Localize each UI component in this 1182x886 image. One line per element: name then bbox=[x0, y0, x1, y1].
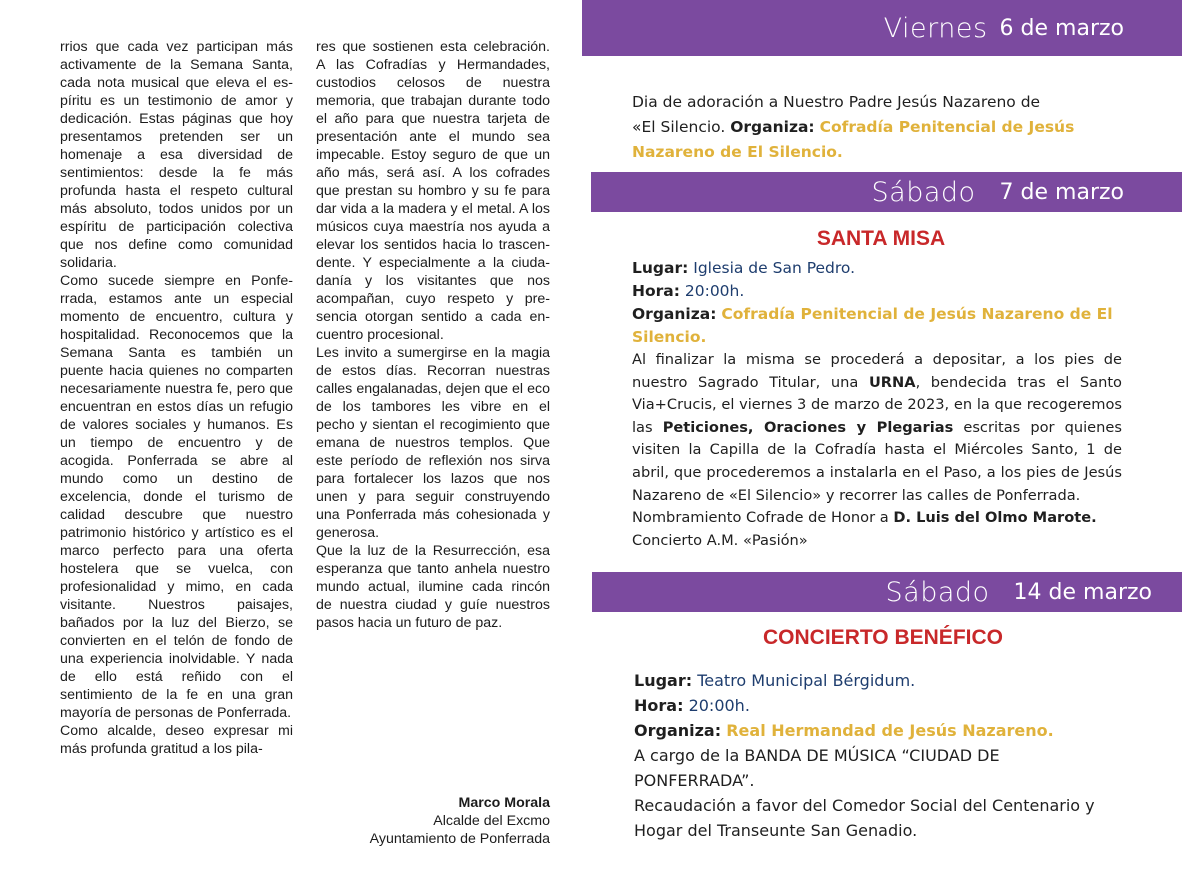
organiza-label: Organiza: bbox=[632, 305, 717, 323]
organizer-name: Cofradía Penitencial de Jesús bbox=[819, 118, 1075, 136]
signature-block bbox=[316, 794, 550, 848]
description-part: Al finalizar la misma se procederá a depositar, a los pies de nuestro Sagrado Titular, una bbox=[632, 351, 1122, 391]
lugar-value: Teatro Municipal Bérgidum. bbox=[697, 671, 916, 690]
concert-line: Concierto A.M. «Pasión» bbox=[632, 531, 808, 549]
letter-column-1 bbox=[60, 38, 293, 758]
signature-organization: Ayuntamiento de Ponferrada bbox=[369, 831, 550, 847]
letter-paragraph: Como sucede siempre en Ponferrada, estamos ante un especial momento de encuentro, cultura y hospitalidad. Reconocemos que la Semana Santa es también un puente hacia quienes no comparten necesariamente nuestra fe, pero que encuentran en estos días un refugio de valores sociales y humanos. Es un tiempo de encuentro y de acogida. Ponferrada se abre al mundo como un destino de excelencia, donde el turismo de calidad descubre que nuestro patrimonio histórico y artístico es el marco perfecto para una oferta hostelera que se vuelca, con profesionalidad y mimo, en cada visitante. Nuestros paisajes, bañados por la luz del Bierzo, se convierten en el telón de fondo de una experiencia inolvidable. Y nada de ello está reñido con el sentimiento de la fe en una gran mayoría de personas de Ponferrada. bbox=[60, 273, 293, 721]
date-band-saturday-14 bbox=[592, 572, 1182, 612]
lugar-value: Iglesia de San Pedro. bbox=[693, 259, 856, 277]
lugar-label: Lugar: bbox=[632, 259, 689, 277]
urna-text: URNA bbox=[868, 373, 916, 391]
fundraising-info: Hogar del Transeunte San Genadio. bbox=[634, 821, 918, 840]
event-description bbox=[632, 349, 1122, 507]
band-day: Sábado bbox=[871, 176, 976, 208]
fundraising-info: Recaudación a favor del Comedor Social del Centenario y bbox=[634, 796, 1095, 815]
event-friday bbox=[632, 90, 1092, 165]
hora-value: 20:00h. bbox=[688, 696, 750, 715]
honor-line bbox=[632, 507, 1122, 530]
letter-column-2 bbox=[316, 38, 550, 632]
letter-paragraph: Les invito a sumergirse en la magia de estos días. Recorran nuestras calles engalanadas, dejen que el eco de los tambores les vibre en el pecho y sientan el recogimiento que emana de nuestros templos. Que este período de reflexión nos sirva para fortalecer los lazos que nos unen y para seguir construyendo una Ponferrada más cohesionada y generosa. bbox=[316, 345, 550, 541]
event-heading-santa-misa: SANTA MISA bbox=[816, 227, 946, 250]
signature-name: Marco Morala bbox=[458, 795, 550, 811]
event-heading-concierto: CONCIERTO BENÉFICO bbox=[763, 626, 1003, 649]
hora-label: Hora: bbox=[632, 282, 680, 300]
organiza-label: Organiza: bbox=[634, 721, 722, 740]
hora-value: 20:00h. bbox=[684, 282, 745, 300]
letter-paragraph: Que la luz de la Resurrección, esa esperanza que tanto anhela nuestro mundo actual, ilumine cada rincón de nuestra ciudad y guíe nuestros pasos hacia un futuro de paz. bbox=[316, 543, 550, 631]
band-day: Sábado bbox=[885, 576, 990, 608]
letter-paragraph: rrios que cada vez participan más activamente de la Semana Santa, cada nota musical que eleva el espíritu es un testimonio de amor y dedicación. Estas páginas que hoy presentamos pretenden ser un homenaje a esa diversidad de sentimientos: desde la fe más profunda hasta el respeto cultural más absoluto, todos unidos por un espíritu de participación colectiva que nos define como comunidad solidaria. bbox=[60, 39, 293, 271]
band-date: 14 de marzo bbox=[1013, 579, 1152, 605]
description-part: escritas por quienes visiten la Capilla de la Cofradía hasta el Miércoles Santo, 1 de abril, que procederemos a instalarla en el Paso, a los pies de Jesús Nazareno de «El Silencio» y recorrer las calles de Ponferrada. bbox=[632, 418, 1122, 504]
peticiones-text: Peticiones, Oraciones y Plegarias bbox=[662, 418, 954, 436]
band-info: PONFERRADA”. bbox=[634, 771, 755, 790]
band-day: Viernes bbox=[883, 12, 988, 44]
organiza-label: Organiza: bbox=[730, 118, 815, 136]
band-date: 6 de marzo bbox=[999, 15, 1124, 41]
honor-text: Nombramiento Cofrade de Honor a bbox=[632, 509, 894, 527]
event-saturday-14 bbox=[634, 668, 1134, 843]
band-info: A cargo de la BANDA DE MÚSICA “CIUDAD DE bbox=[634, 746, 1000, 765]
letter-paragraph: res que sostienen esta celebración. A las Cofradías y Hermandades, custodios celosos de nuestra memoria, que trabajan durante todo el año para que nuestra tarjeta de presentación ante el mundo sea impecable. Estoy seguro de que un año más, será así. A los cofrades que prestan su hombro y su fe para dar vida a la madera y el metal. A los músicos cuya maestría nos ayuda a elevar los sentidos hacia lo trascendente. Y especialmente a la ciudadanía y los visitantes que nos acompañan, cuyo respeto y presencia otorgan sentido a cada encuentro procesional. bbox=[316, 39, 550, 343]
band-date: 7 de marzo bbox=[999, 179, 1124, 205]
date-band-friday bbox=[582, 0, 1182, 56]
lugar-label: Lugar: bbox=[634, 671, 693, 690]
hora-label: Hora: bbox=[634, 696, 684, 715]
organizer-name: Real Hermandad de Jesús Nazareno. bbox=[726, 721, 1054, 740]
event-description: Dia de adoración a Nuestro Padre Jesús Nazareno de bbox=[632, 93, 1041, 111]
date-band-saturday-7 bbox=[591, 172, 1182, 212]
signature-title: Alcalde del Excmo bbox=[433, 813, 550, 829]
organizer-name: Nazareno de El Silencio. bbox=[632, 143, 843, 161]
organizer-name: Cofradía Penitencial de Jesús Nazareno de El bbox=[721, 305, 1113, 323]
letter-paragraph: Como alcalde, deseo expresar mi más profunda gratitud a los pila- bbox=[60, 723, 293, 757]
description-part: , bendecida tras el Santo Via+Crucis, el viernes 3 de marzo de 2023, en la que recogeremos las bbox=[632, 373, 1122, 436]
event-saturday-7 bbox=[632, 257, 1122, 552]
event-description: «El Silencio. bbox=[632, 118, 731, 136]
organizer-name: Silencio. bbox=[632, 328, 707, 346]
honor-name: D. Luis del Olmo Marote. bbox=[893, 509, 1097, 527]
